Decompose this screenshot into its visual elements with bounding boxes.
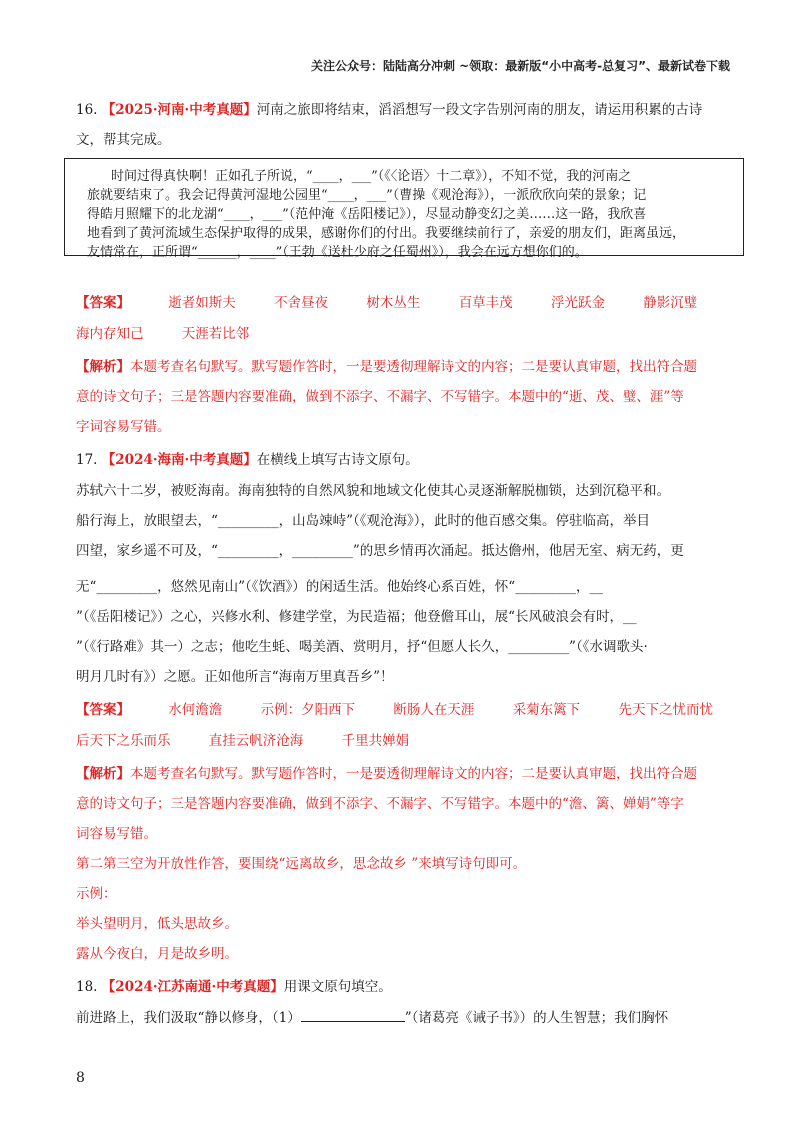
q17-analysis-line: 露从今夜白，月是故乡明。 [76,946,238,962]
q16-analysis-text: 本题考查名句默写。默写题作答时，一是要透彻理解诗文的内容；二是要认真审题，找出符合题 [130,359,697,375]
q17-tag: 【2024·海南·中考真题】 [101,452,257,468]
q17-body-line: 苏轼六十二岁，被贬海南。海南独特的自然风貌和地域文化使其心灵逐渐解脱枷锁，达到沉稳平和。 [76,483,670,499]
q16-answer-row2 [76,322,249,342]
q16-prompt-line2: 文，帮其完成。 [76,132,171,148]
q16-box-line: 得皓月照耀下的北龙湖“____，___”（范仲淹《岳阳楼记》），尽显动静变幻之美……这一路，我欣喜 [87,207,647,222]
q16-analysis-label: 【解析】 [76,359,130,375]
answer-item: 树木丛生 [366,295,421,311]
q17-analysis-line [76,762,697,782]
q17-number: 17. [76,452,98,468]
q17-answer-label: 【答案】 [76,702,130,718]
q18-body-line [76,1006,668,1026]
q18-number: 18. [76,979,98,995]
q17-analysis-line: 举头望明月，低头思故乡。 [76,916,238,932]
answer-item: 百草丰茂 [458,295,513,311]
q17-body-line: ”（《行路难》其一）之志；他吃生蚝、喝美酒、赏明月，抒“但愿人长久，_________”（《水调歌头· [76,639,648,655]
q16-box-line: 友情常在，正所谓“______，____”（王勃《送杜少府之任蜀州》），我会在远方想你们的。 [87,245,588,260]
q17-analysis-line: 意的诗文句子；三是答题内容要准确，做到不添字、不漏字、不写错字。本题中的“澹、篱、婵娟”等字 [76,796,684,812]
q16-analysis-line: 意的诗文句子；三是答题内容要准确，做到不添字、不漏字、不写错字。本题中的“逝、茂、璧、涯”等 [76,389,684,405]
q17-body-line: 船行海上，放眼望去，“_________，山岛竦峙”（《观沧海》），此时的他百感交集。停驻临高，举目 [76,513,651,529]
answer-item: 直挂云帆济沧海 [208,733,304,749]
answer-item: 千里共婵娟 [341,733,410,749]
q17-analysis-text: 本题考查名句默写。默写题作答时，一是要透彻理解诗文的内容；二是要认真审题，找出符合题 [130,766,697,782]
q17-analysis-label: 【解析】 [76,766,130,782]
q16-box-line: 旅就要结束了。我会记得黄河湿地公园里“____，___”（曹操《观沧海》），一派欣欣向荣的景象；记 [87,188,647,203]
answer-item: 不舍昼夜 [274,295,329,311]
answer-item: 浮光跃金 [550,295,605,311]
q17-prompt [76,448,419,468]
answer-blank [301,1009,405,1022]
q16-analysis-line [76,355,697,375]
page-header: 关注公众号：陆陆高分冲刺 ~领取：最新版“小中高考-总复习”、最新试卷下载 [311,59,730,73]
answer-item: 海内存知己 [76,326,144,342]
answer-item: 静影沉璧 [643,295,698,311]
q17-analysis-line: 示例： [76,886,117,902]
q16-analysis-line: 字词容易写错。 [76,419,171,435]
q16-prompt-text-1: 河南之旅即将结束，滔滔想写一段文字告别河南的朋友，请运用积累的古诗 [256,102,703,118]
q16-number: 16. [76,102,98,118]
q16-answer-label: 【答案】 [76,295,130,311]
q18-prompt-text: 用课文原句填空。 [283,979,392,995]
q16-passage-box [64,158,744,260]
answer-item: 水何澹澹 [168,702,223,718]
answer-item: 天涯若比邻 [181,326,250,342]
q18-prompt [76,975,392,995]
q17-prompt-text: 在横线上填写古诗文原句。 [256,452,419,468]
q17-answer-row1 [76,698,713,718]
q17-body-line: 四望，家乡遥不可及，“_________，_________”的思乡情再次涌起。抵达儋州，他居无室、病无药，更 [76,543,684,559]
answer-item: 后天下之乐而乐 [76,733,171,749]
q17-body-line: 明月几时有》）之愿。正如他所言“海南万里真吾乡”！ [76,669,394,685]
q16-box-line: 地看到了黄河流域生态保护取得的成果，感谢你们的付出。我要继续前行了，亲爱的朋友们，距离虽远， [87,226,686,241]
q17-body-line: ”（《岳阳楼记》）之心，兴修水利、修建学堂，为民造福；他登儋耳山，展“长风破浪会有时，__ [76,609,637,625]
q18-tag: 【2024·江苏南通·中考真题】 [101,979,284,995]
q17-analysis-line: 词容易写错。 [76,826,157,842]
page-number: 8 [76,1070,85,1086]
q17-body-line: 无“_________，悠然见南山”（《饮酒》）的闲适生活。他始终心系百姓，怀“_________，__ [76,579,603,595]
q18-text-a: 前进路上，我们汲取“静以修身，（1） [76,1010,301,1026]
answer-item: 先天下之忧而忧 [618,702,713,718]
q16-answer-row1 [76,291,697,311]
q17-answer-row2 [76,729,409,749]
answer-item: 示例：夕阳西下 [260,702,356,718]
answer-item: 断肠人在天涯 [393,702,475,718]
q18-text-b: ”（诸葛亮《诫子书》）的人生智慧；我们胸怀 [404,1010,669,1026]
q16-prompt-line1 [76,98,702,118]
answer-item: 采菊东篱下 [512,702,581,718]
q16-tag: 【2025·河南·中考真题】 [101,102,257,118]
q16-box-line: 时间过得真快啊！正如孔子所说，“____，___”（《〈论语〉十二章》），不知不觉，我的河南之 [111,169,632,184]
answer-item: 逝者如斯夫 [168,295,236,311]
q17-analysis-line: 第二第三空为开放性作答，要围绕“远离故乡，思念故乡 ”来填写诗句即可。 [76,856,527,872]
